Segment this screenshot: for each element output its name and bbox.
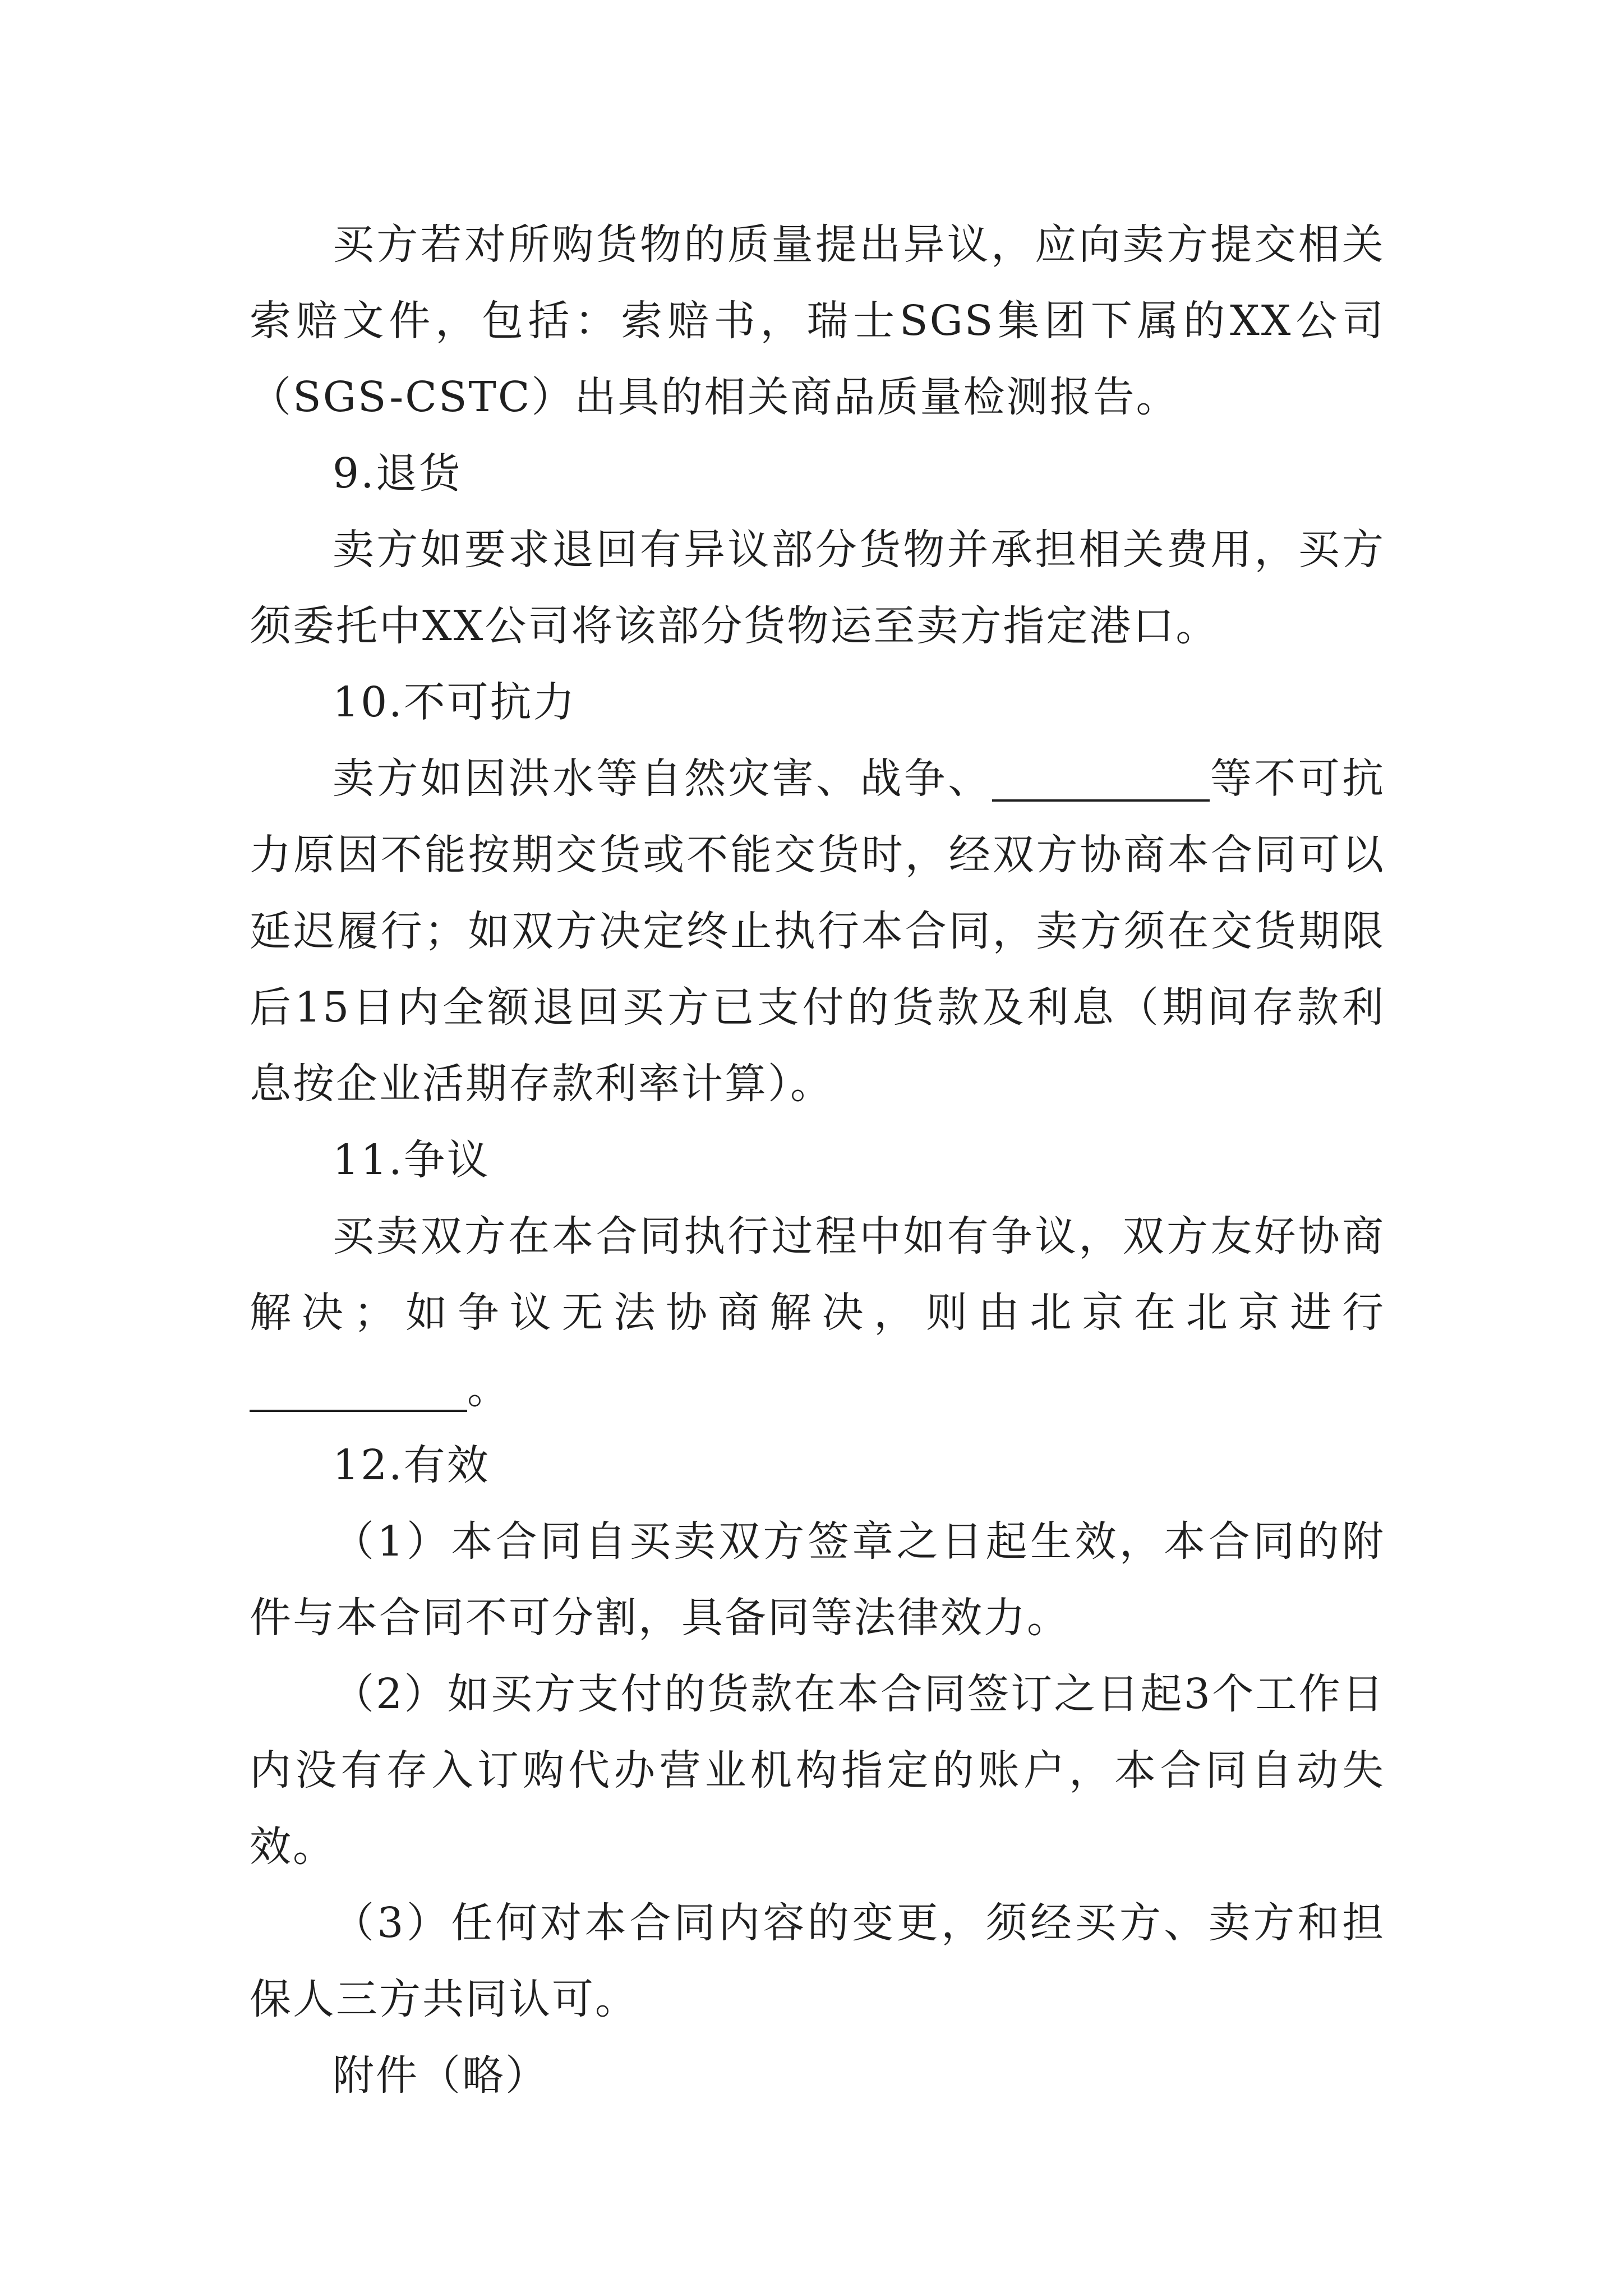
dispute-text-start: 买卖双方在本合同执行过程中如有争议，双方友好协商解决；如争议无法协商解决，则由北京在北京进行 — [250, 1212, 1385, 1337]
blank-force-majeure[interactable] — [992, 758, 1210, 802]
paragraph-validity-1: （1）本合同自买卖双方签章之日起生效，本合同的附件与本合同不可分割，具备同等法律效力。 — [250, 1517, 1385, 1642]
paragraph-force-majeure — [250, 740, 1385, 1122]
force-majeure-text-start: 卖方如因洪水等自然灾害、战争、 — [333, 754, 992, 803]
paragraph-return: 卖方如要求退回有异议部分货物并承担相关费用，买方须委托中XX公司将该部分货物运至卖方指定港口。 — [250, 526, 1385, 650]
paragraph-validity-3: （3）任何对本合同内容的变更，须经买方、卖方和担保人三方共同认可。 — [250, 1899, 1385, 2023]
annex-note: 附件（略） — [333, 2051, 548, 2100]
heading-11-dispute: 11.争议 — [333, 1136, 490, 1184]
paragraph-dispute — [250, 1198, 1385, 1427]
force-majeure-text-end: 等不可抗力原因不能按期交货或不能交货时，经双方协商本合同可以延迟履行；如双方决定终止执行本合同，卖方须在交货期限后15日内全额退回买方已支付的货款及利息（期间存款利息按企业活期存款利率计算）。 — [250, 754, 1386, 1108]
heading-12-validity: 12.有效 — [333, 1441, 490, 1489]
blank-dispute[interactable] — [250, 1368, 467, 1412]
paragraph-quality-claim: 买方若对所购货物的质量提出异议，应向卖方提交相关索赔文件，包括：索赔书，瑞士SGS集团下属的XX公司（SGS-CSTC）出具的相关商品质量检测报告。 — [250, 220, 1385, 421]
heading-9-return: 9.退货 — [333, 449, 462, 498]
heading-10-force-majeure: 10.不可抗力 — [333, 678, 577, 726]
paragraph-validity-2: （2）如买方支付的货款在本合同签订之日起3个工作日内没有存入订购代办营业机构指定的账户，本合同自动失效。 — [250, 1670, 1385, 1871]
document-body — [250, 206, 1385, 2114]
dispute-text-end: 。 — [467, 1365, 510, 1413]
